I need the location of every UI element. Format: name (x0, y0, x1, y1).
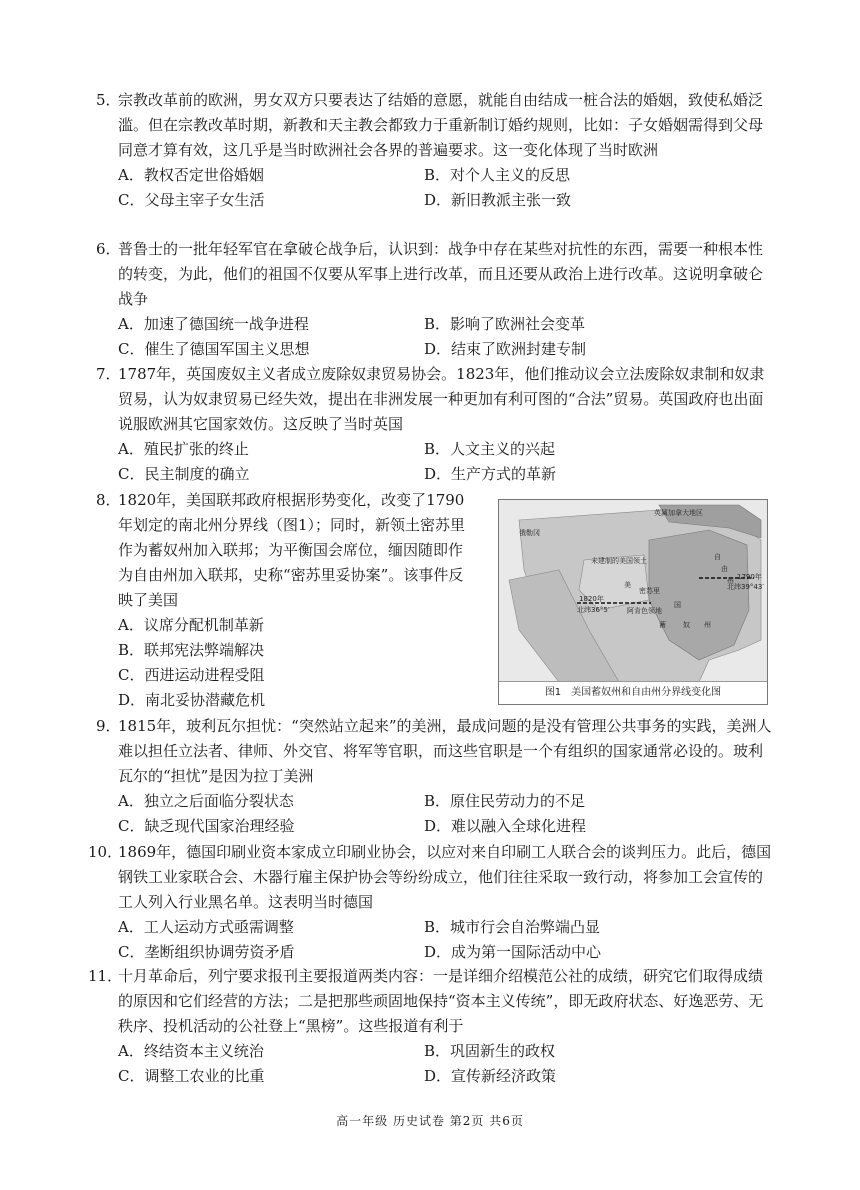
map-label-unorganized: 未建制的美国领土 (591, 557, 647, 565)
question-text: 1787年，英国废奴主义者成立废除奴隶贸易协会。1823年，他们推动议会立法废除奴隶制和奴隶贸易，认为奴隶贸易已经失效，提出在非洲发展一种更加有利可图的“合法”贸易。英国政府也出面说服欧洲其它国家效仿。这反映了当时英国 (118, 365, 765, 433)
options (96, 1039, 776, 1089)
question-11 (88, 964, 776, 1089)
map-label-line1790: 1790年 (737, 573, 762, 581)
question-stem (96, 488, 466, 613)
question-stem (96, 714, 776, 789)
question-stem (88, 840, 776, 915)
option-c[interactable]: C．西进运动进程受阻 (118, 666, 265, 684)
question-number: 8． (96, 491, 121, 509)
question-5 (96, 88, 776, 213)
option-d[interactable]: D．新旧教派主张一致 (424, 191, 572, 209)
option-b[interactable]: B．对个人主义的反思 (424, 166, 571, 184)
question-9 (96, 714, 776, 839)
map-label-usa: 美 (624, 581, 631, 589)
option-c[interactable]: C．父母主宰子女生活 (118, 191, 265, 209)
question-number: 7． (96, 365, 121, 383)
option-b[interactable]: B．原住民劳动力的不足 (424, 792, 586, 810)
option-c[interactable]: C．垄断组织协调劳资矛盾 (118, 943, 295, 961)
options (96, 613, 466, 713)
option-c[interactable]: C．催生了德国军国主义思想 (118, 340, 310, 358)
map-label-oregon: 俄勒冈 (519, 529, 540, 537)
option-b[interactable]: B．联邦宪法弊端解决 (118, 641, 265, 659)
question-text: 十月革命后，列宁要求报刊主要报道两类内容：一是详细介绍模范公社的成绩，研究它们取得成绩的原因和它们经营的方法；二是把那些顽固地保持“资本主义传统”，即无政府状态、好逸恶劳、无秩序、投机活动的公社登上“黑榜”。这些报道有利于 (118, 967, 764, 1035)
options (96, 915, 776, 965)
map-label-zhou2: 州 (704, 621, 711, 629)
question-10 (88, 840, 776, 965)
option-d[interactable]: D．结束了欧洲封建专制 (424, 340, 587, 358)
options (96, 312, 776, 362)
map-label-nu: 奴 (683, 621, 690, 629)
question-text: 1815年，玻利瓦尔担忧：“突然站立起来”的美洲，最成问题的是没有管理公共事务的实践，美洲人难以担任立法者、律师、外交官、将军等官职，而这些官职是一个有组织的国家通常必设的。玻利瓦尔的“担忧”是因为拉丁美洲 (118, 717, 772, 785)
option-a[interactable]: A．工人运动方式亟需调整 (118, 918, 294, 936)
option-b[interactable]: B．城市行会自治弊端凸显 (424, 918, 601, 936)
question-stem (96, 362, 776, 437)
option-a[interactable]: A．殖民扩张的终止 (118, 440, 249, 458)
map-figure (498, 499, 768, 705)
option-b[interactable]: B．巩固新生的政权 (424, 1042, 556, 1060)
page-footer: 高一年级 历史试卷 第2页 共6页 (336, 1114, 524, 1128)
question-stem (96, 88, 776, 163)
question-6 (96, 237, 776, 362)
map-label-guo: 国 (674, 601, 681, 609)
map-label-canada: 英属加拿大地区 (654, 509, 703, 517)
options (96, 789, 776, 839)
question-7 (96, 362, 776, 487)
option-a[interactable]: A．加速了德国统一战争进程 (118, 315, 309, 333)
option-d[interactable]: D．难以融入全球化进程 (424, 817, 587, 835)
option-c[interactable]: C．调整工农业的比重 (118, 1067, 265, 1085)
question-8 (96, 488, 466, 713)
option-a[interactable]: A．独立之后面临分裂状态 (118, 792, 294, 810)
map-label-zhou: 州 (727, 577, 734, 585)
question-stem (96, 237, 776, 312)
option-a[interactable]: A．教权否定世俗婚姻 (118, 166, 264, 184)
map-label-line1820: 1820年 (579, 595, 604, 603)
map-label-lat1820: 北纬36°5′ (577, 606, 610, 614)
option-b[interactable]: B．影响了欧洲社会变革 (424, 315, 586, 333)
option-d[interactable]: D．宣传新经济政策 (424, 1067, 557, 1085)
option-a[interactable]: A．终结资本主义统治 (118, 1042, 264, 1060)
question-stem (88, 964, 776, 1039)
question-text: 1869年，德国印刷业资本家成立印刷业协会，以应对来自印刷工人联合会的谈判压力。此后，德国钢铁工业家联合会、木器行雇主保护协会等纷纷成立，他们往往采取一致行动，将参加工会宣传的工人列入行业黑名单。这表明当时德国 (118, 843, 772, 911)
figure-caption: 图1 美国蓄奴州和自由州分界线变化图 (499, 681, 767, 704)
question-text: 普鲁士的一批年轻军官在拿破仑战争后，认识到：战争中存在某些对抗性的东西，需要一种根本性的转变，为此，他们的祖国不仅要从军事上进行改革，而且还要从政治上进行改革。这说明拿破仑战争 (118, 240, 764, 308)
map-label-arkansas: 阿肯色领地 (627, 607, 662, 615)
map-label-you: 由 (721, 565, 728, 573)
option-d[interactable]: D．生产方式的革新 (424, 465, 557, 483)
question-text: 1820年，美国联邦政府根据形势变化，改变了1790年划定的南北州分界线（图1）；同时，新领土密苏里作为蓄奴州加入联邦；为平衡国会席位，缅因随即作为自由州加入联邦，史称“密苏里妥协案”。该事件反映了美国 (118, 491, 466, 609)
map-label-zi: 自 (714, 553, 721, 561)
option-c[interactable]: C．民主制度的确立 (118, 465, 250, 483)
option-a[interactable]: A．议席分配机制革新 (118, 616, 264, 634)
option-c[interactable]: C．缺乏现代国家治理经验 (118, 817, 295, 835)
map-label-missouri: 密苏里 (639, 587, 660, 595)
option-d[interactable]: D．成为第一国际活动中心 (424, 943, 602, 961)
map-label-xu: 蓄 (659, 621, 666, 629)
options (96, 163, 776, 213)
options (96, 437, 776, 487)
question-number: 10． (88, 843, 123, 861)
question-number: 6． (96, 240, 121, 258)
option-b[interactable]: B．人文主义的兴起 (424, 440, 556, 458)
question-number: 5． (96, 91, 121, 109)
question-text: 宗教改革前的欧洲，男女双方只要表达了结婚的意愿，就能自由结成一桩合法的婚姻，致使私婚泛滥。但在宗教改革时期，新教和天主教会都致力于重新制订婚约规则，比如：子女婚姻需得到父母同意才算有效，这几乎是当时欧洲社会各界的普遍要求。这一变化体现了当时欧洲 (118, 91, 764, 159)
question-number: 11． (88, 967, 123, 985)
map-label-lat1790: 北纬39°43′ (727, 583, 764, 591)
question-number: 9． (96, 717, 121, 735)
option-d[interactable]: D．南北妥协潜藏危机 (118, 691, 266, 709)
